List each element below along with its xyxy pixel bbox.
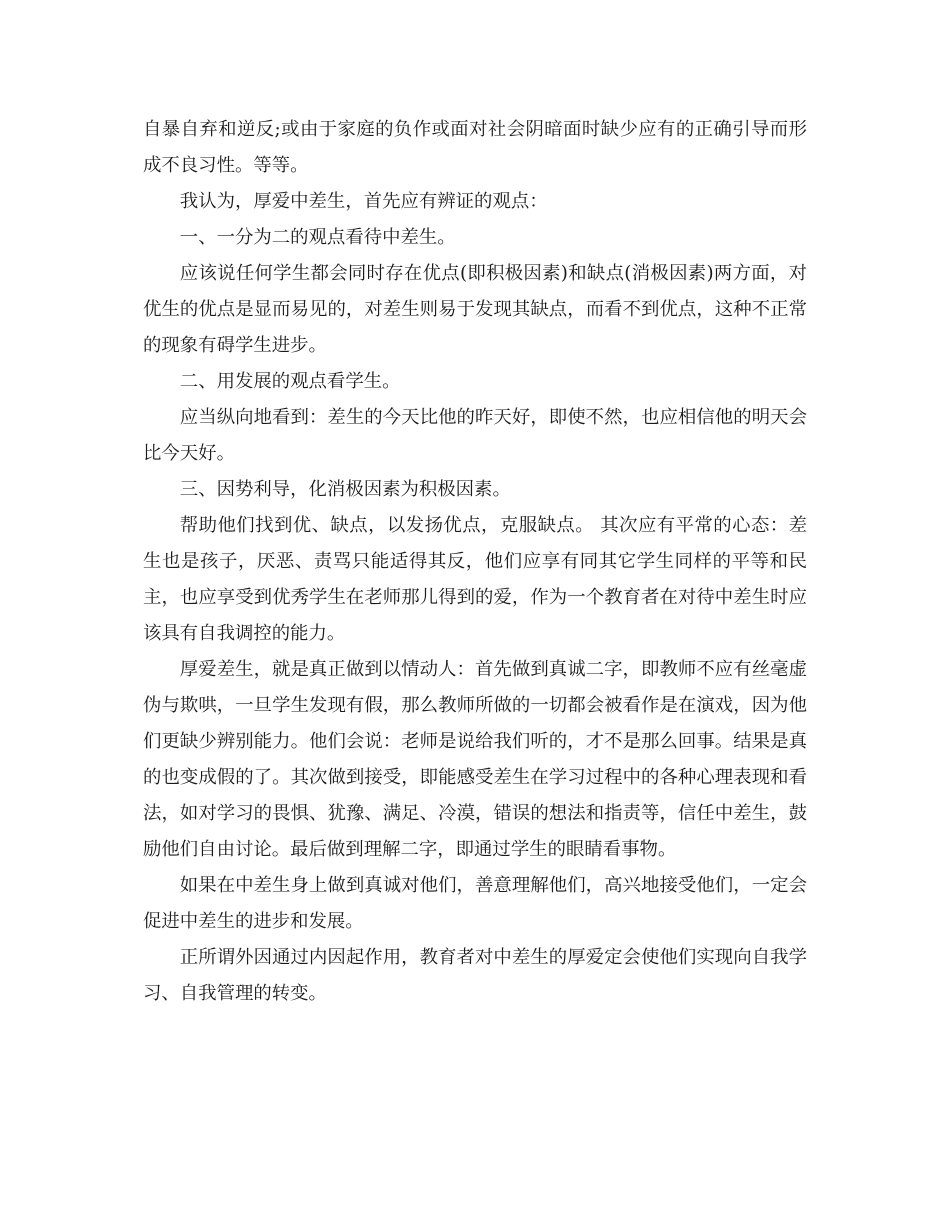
paragraph: 应该说任何学生都会同时存在优点(即积极因素)和缺点(消极因素)两方面，对优生的优点是显而易见的，对差生则易于发现其缺点，而看不到优点，这种不正常的现象有碍学生进步。 xyxy=(143,263,807,356)
paragraph: 正所谓外因通过内因起作用，教育者对中差生的厚爱定会使他们实现向自我学习、自我管理的转变。 xyxy=(143,947,807,1004)
section-heading: 一、一分为二的观点看待中差生。 xyxy=(179,227,456,248)
paragraph: 如果在中差生身上做到真诚对他们，善意理解他们，高兴地接受他们，一定会促进中差生的进步和发展。 xyxy=(143,875,807,932)
section-heading: 三、因势利导，化消极因素为积极因素。 xyxy=(179,479,511,500)
paragraph: 自暴自弃和逆反;或由于家庭的负作或面对社会阴暗面时缺少应有的正确引导而形成不良习性。等等。 xyxy=(143,119,807,176)
paragraph: 我认为，厚爱中差生，首先应有辨证的观点： xyxy=(179,191,548,212)
document-body xyxy=(143,112,807,1012)
paragraph: 帮助他们找到优、缺点，以发扬优点，克服缺点。 其次应有平常的心态：差生也是孩子，厌恶、责骂只能适得其反，他们应享有同其它学生同样的平等和民主，也应享受到优秀学生在老师那儿得到的爱，作为一个教育者在对待中差生时应该具有自我调控的能力。 xyxy=(143,515,807,644)
section-heading: 二、用发展的观点看学生。 xyxy=(179,371,401,392)
paragraph: 应当纵向地看到：差生的今天比他的昨天好，即使不然，也应相信他的明天会比今天好。 xyxy=(143,407,807,464)
paragraph: 厚爱差生，就是真正做到以情动人：首先做到真诚二字，即教师不应有丝毫虚伪与欺哄，一旦学生发现有假，那么教师所做的一切都会被看作是在演戏，因为他们更缺少辨别能力。他们会说：老师是说给我们听的，才不是那么回事。结果是真的也变成假的了。其次做到接受，即能感受差生在学习过程中的各种心理表现和看法，如对学习的畏惧、犹豫、满足、冷漠，错误的想法和指责等，信任中差生，鼓励他们自由讨论。最后做到理解二字，即通过学生的眼睛看事物。 xyxy=(143,659,807,860)
